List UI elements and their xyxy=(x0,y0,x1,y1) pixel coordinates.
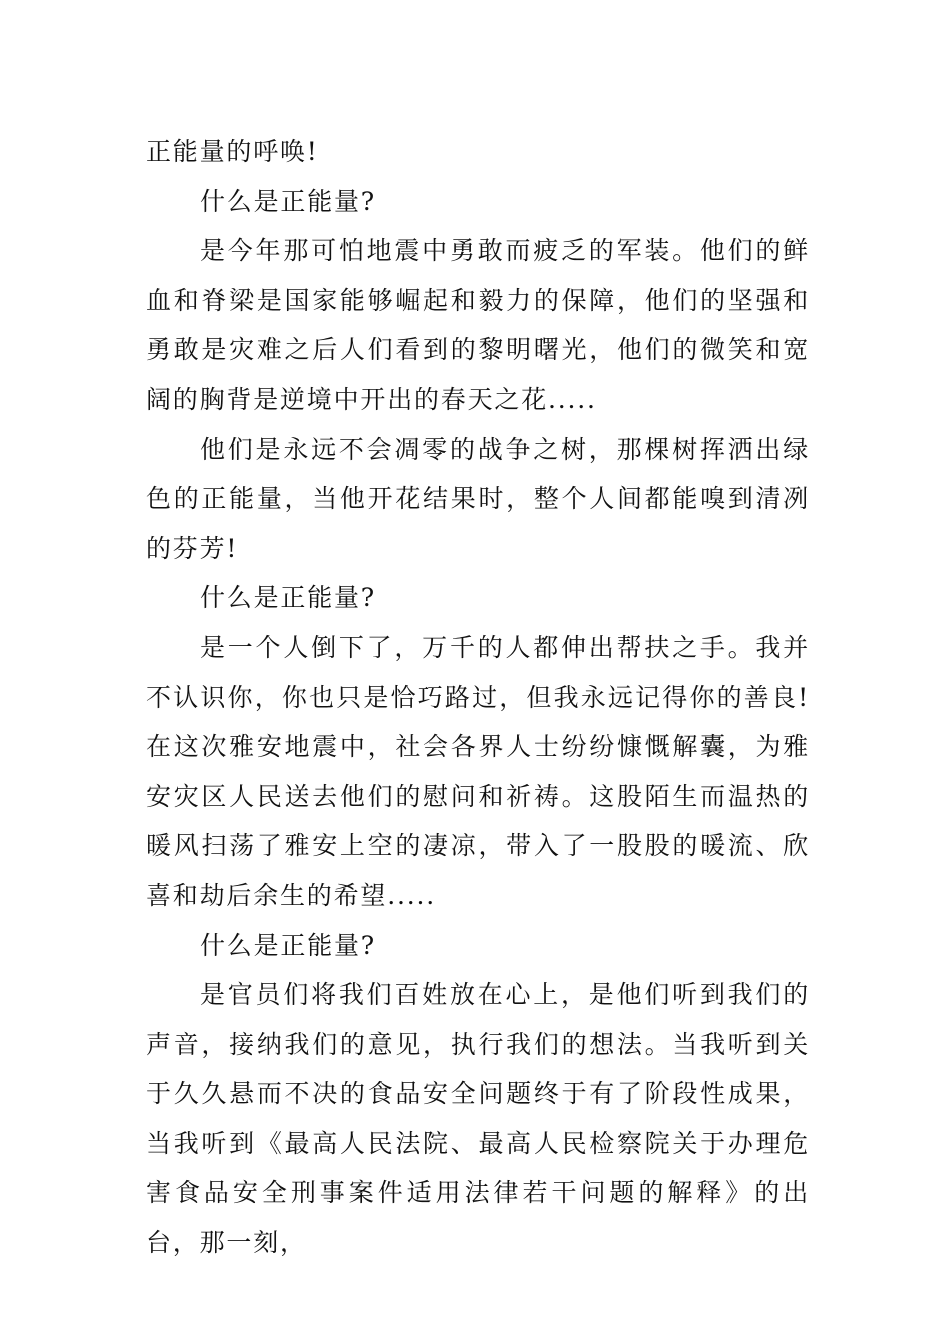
paragraph-officials: 是官员们将我们百姓放在心上，是他们听到我们的声音，接纳我们的意见，执行我们的想法。当我听到关于久久悬而不决的食品安全问题终于有了阶段性成果，当我听到《最高人民法院、最高人民检察院关于办理危害食品安全刑事案件适用法律若干问题的解释》的出台，那一刻， xyxy=(146,980,810,1258)
paragraph-question-3: 什么是正能量? xyxy=(200,930,377,960)
document-page xyxy=(146,127,810,1268)
paragraph-question-1: 什么是正能量? xyxy=(200,186,377,216)
paragraph-continued-ending: 正能量的呼唤! xyxy=(146,137,319,166)
paragraph-helping-hands: 是一个人倒下了，万千的人都伸出帮扶之手。我并不认识你，你也只是恰巧路过，但我永远记得你的善良!在这次雅安地震中，社会各界人士纷纷慷慨解囊，为雅安灾区人民送去他们的慰问和祈祷。这股陌生而温热的暖风扫荡了雅安上空的凄凉，带入了一股股的暖流、欣喜和劫后余生的希望..... xyxy=(146,632,810,910)
paragraph-question-2: 什么是正能量? xyxy=(200,583,377,613)
paragraph-soldiers: 是今年那可怕地震中勇敢而疲乏的军装。他们的鲜血和脊梁是国家能够崛起和毅力的保障，他们的坚强和勇敢是灾难之后人们看到的黎明曙光，他们的微笑和宽阔的胸背是逆境中开出的春天之花..... xyxy=(146,236,810,414)
paragraph-tree: 他们是永远不会凋零的战争之树，那棵树挥洒出绿色的正能量，当他开花结果时，整个人间都能嗅到清冽的芬芳! xyxy=(146,434,810,563)
